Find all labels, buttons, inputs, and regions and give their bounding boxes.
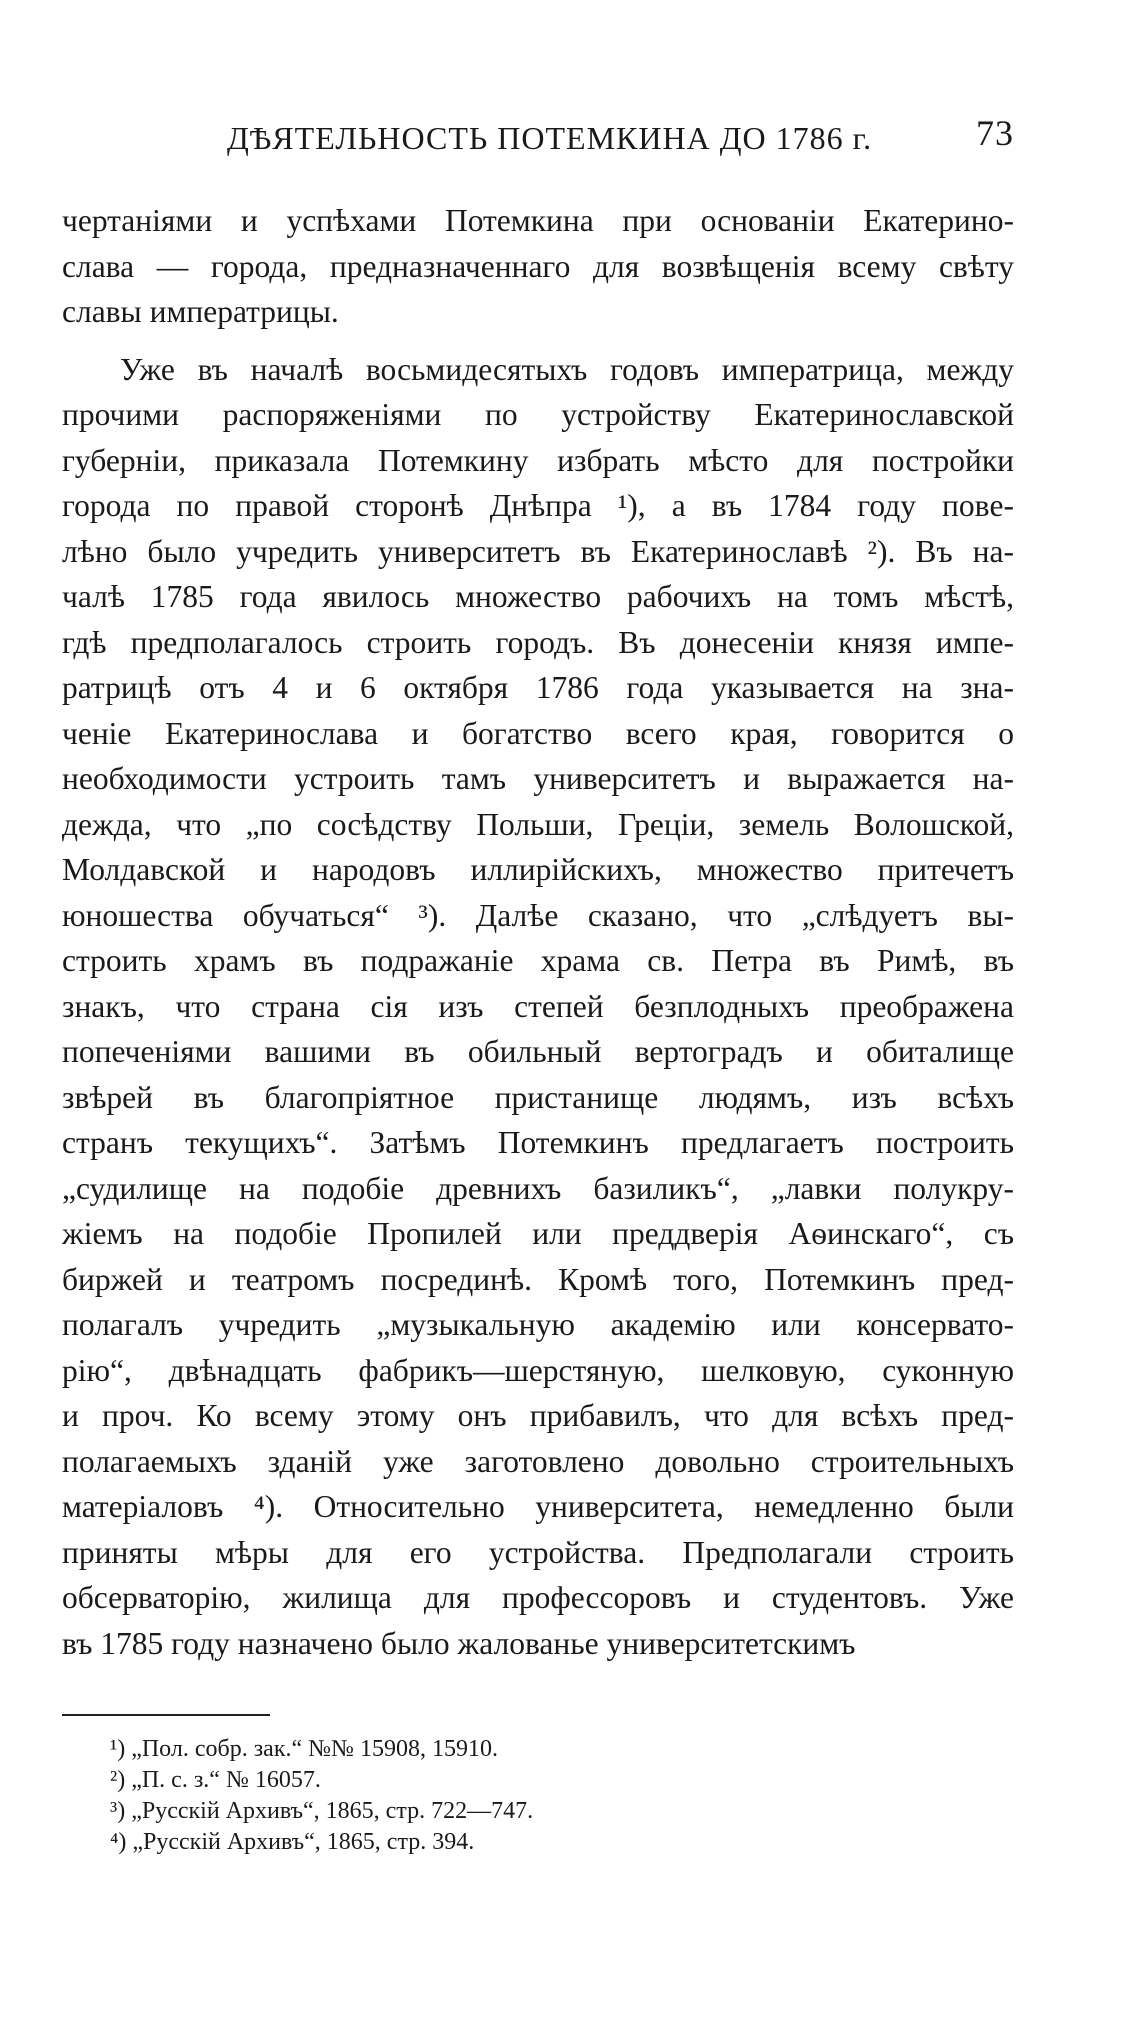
text-line: ченіе Екатеринослава и богатство всего края, говорится о (62, 715, 1014, 751)
text-line: „судилище на подобіе древнихъ базиликъ“, „лавки полукру- (62, 1170, 1014, 1206)
paragraph (62, 347, 1014, 1667)
text-line: и проч. Ко всему этому онъ прибавилъ, что для всѣхъ пред- (62, 1398, 1014, 1433)
footnotes (62, 1734, 1014, 1858)
text-line: обсерваторію, жилища для профессоровъ и студентовъ. Уже (62, 1580, 1014, 1615)
body-text (62, 198, 1014, 1666)
text-line: слава — города, предназначеннаго для возвѣщенія всему свѣту (62, 248, 1014, 284)
running-header (62, 112, 1014, 168)
text-line: губерніи, приказала Потемкину избрать мѣсто для постройки (62, 442, 1014, 478)
text-line: чертаніями и успѣхами Потемкина при основаніи Екатерино- (62, 203, 1014, 238)
text-line: дежда, что „по сосѣдству Польши, Греціи, земель Волошской, (62, 806, 1014, 842)
text-line: жіемъ на подобіе Пропилей или преддверія Аѳинскаго“, съ (62, 1216, 1014, 1251)
text-line: въ 1785 году назначено было жалованье университетскимъ (62, 1625, 856, 1661)
footnote: ⁴) „Русскій Архивъ“, 1865, стр. 394. (110, 1829, 475, 1855)
page-number: 73 (976, 113, 1014, 153)
footnote: ³) „Русскій Архивъ“, 1865, стр. 722—747. (110, 1798, 534, 1824)
paragraph (62, 198, 1014, 335)
text-line: странъ текущихъ“. Затѣмъ Потемкинъ предлагаетъ построить (62, 1125, 1014, 1160)
text-line: матеріаловъ ⁴). Относительно университета, немедленно были (62, 1489, 1014, 1524)
footnote: ²) „П. с. з.“ № 16057. (110, 1767, 321, 1793)
text-line: знакъ, что страна сія изъ степей безплодныхъ преображена (62, 988, 1014, 1024)
footnote: ¹) „Пол. собр. зак.“ №№ 15908, 15910. (110, 1736, 498, 1762)
text-line: звѣрей въ благопріятное пристанище людямъ, изъ всѣхъ (62, 1079, 1014, 1115)
text-line: города по правой сторонѣ Днѣпра ¹), а въ 1784 году повe- (62, 488, 1014, 523)
text-line: необходимости устроить тамъ университетъ и выражается на- (62, 761, 1014, 796)
text-line: юношества обучаться“ ³). Далѣе сказано, что „слѣдуетъ вы- (62, 897, 1014, 933)
text-line: биржей и театромъ посрединѣ. Кромѣ того, Потемкинъ пред- (62, 1261, 1014, 1297)
running-title: ДѢЯТЕЛЬНОСТЬ ПОТЕМКИНА ДО 1786 г. (227, 120, 873, 156)
text-line: славы императрицы. (62, 294, 339, 329)
text-line: лѣно было учредить университетъ въ Екатеринославѣ ²). Въ на- (62, 533, 1014, 569)
footnote-separator (62, 1714, 270, 1716)
text-line: полагаемыхъ зданій уже заготовлено довольно строительныхъ (62, 1443, 1014, 1479)
text-line: рію“, двѣнадцать фабрикъ—шерстяную, шелковую, суконную (62, 1352, 1014, 1388)
text-line: полагалъ учредить „музыкальную академію или консервато- (62, 1307, 1014, 1342)
text-line: прочими распоряженіями по устройству Екатеринославской (62, 397, 1014, 432)
book-page (62, 112, 1014, 1858)
text-line: приняты мѣры для его устройства. Предполагали строить (62, 1534, 1014, 1570)
text-line: ратрицѣ отъ 4 и 6 октября 1786 года указывается на зна- (62, 670, 1014, 705)
text-line: попеченіями вашими въ обильный вертоградъ и обиталище (62, 1034, 1014, 1069)
text-line: Молдавской и народовъ иллирійскихъ, множество притечетъ (62, 852, 1014, 887)
text-line: гдѣ предполагалось строить городъ. Въ донесеніи князя импе- (62, 624, 1014, 660)
text-line: строить храмъ въ подражаніе храма св. Петра въ Римѣ, въ (62, 943, 1014, 978)
text-line: чалѣ 1785 года явилось множество рабочихъ на томъ мѣстѣ, (62, 579, 1014, 614)
text-line: Уже въ началѣ восьмидесятыхъ годовъ императрица, между (120, 351, 1014, 387)
